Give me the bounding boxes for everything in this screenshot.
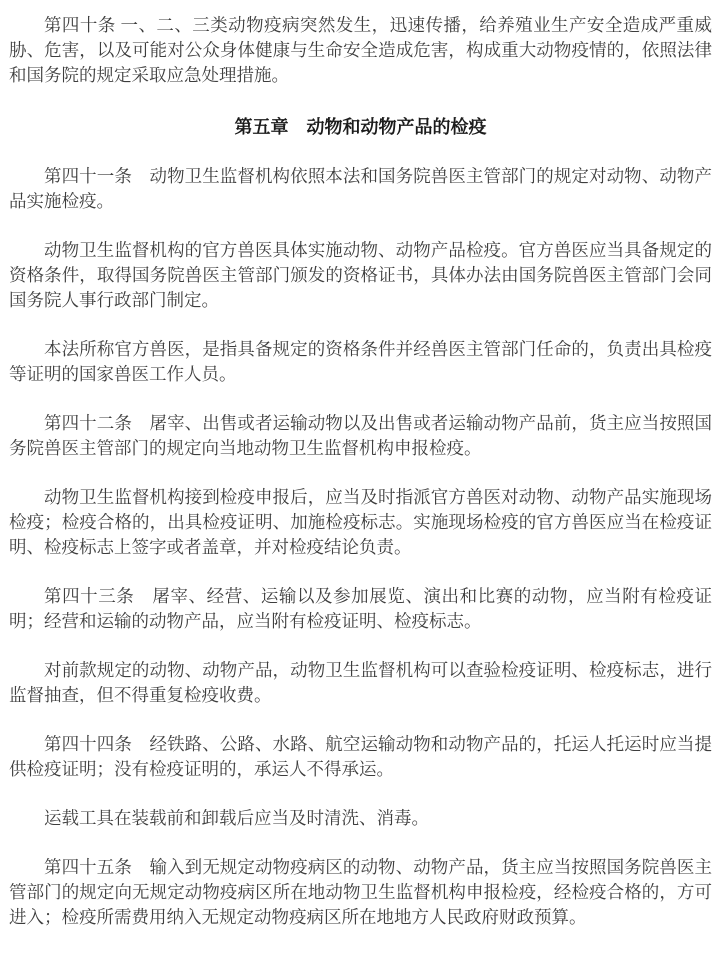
paragraph-article-42-2: 动物卫生监督机构接到检疫申报后，应当及时指派官方兽医对动物、动物产品实施现场检疫；检疫合格的，出具检疫证明、加施检疫标志。实施现场检疫的官方兽医应当在检疫证明、检疫标志上签字或者盖章，并对检疫结论负责。 bbox=[9, 487, 712, 557]
paragraph-article-42: 第四十二条 屠宰、出售或者运输动物以及出售或者运输动物产品前，货主应当按照国务院兽医主管部门的规定向当地动物卫生监督机构申报检疫。 bbox=[9, 413, 712, 458]
paragraph-article-43-2: 对前款规定的动物、动物产品，动物卫生监督机构可以查验检疫证明、检疫标志，进行监督抽查，但不得重复检疫收费。 bbox=[9, 660, 712, 705]
paragraph-article-41: 第四十一条 动物卫生监督机构依照本法和国务院兽医主管部门的规定对动物、动物产品实施检疫。 bbox=[9, 166, 712, 211]
paragraph-article-44: 第四十四条 经铁路、公路、水路、航空运输动物和动物产品的，托运人托运时应当提供检疫证明；没有检疫证明的，承运人不得承运。 bbox=[9, 734, 712, 779]
paragraph-article-45: 第四十五条 输入到无规定动物疫病区的动物、动物产品，货主应当按照国务院兽医主管部门的规定向无规定动物疫病区所在地动物卫生监督机构申报检疫，经检疫合格的，方可进入；检疫所需费用纳入无规定动物疫病区所在地地方人民政府财政预算。 bbox=[9, 857, 712, 927]
paragraph-article-41-2: 动物卫生监督机构的官方兽医具体实施动物、动物产品检疫。官方兽医应当具备规定的资格条件，取得国务院兽医主管部门颁发的资格证书，具体办法由国务院兽医主管部门会同国务院人事行政部门制定。 bbox=[9, 240, 712, 310]
paragraph-article-40: 第四十条 一、二、三类动物疫病突然发生，迅速传播，给养殖业生产安全造成严重威胁、危害，以及可能对公众身体健康与生命安全造成危害，构成重大动物疫情的，依照法律和国务院的规定采取应急处理措施。 bbox=[9, 15, 712, 85]
law-document-body bbox=[0, 13, 721, 938]
paragraph-article-43: 第四十三条 屠宰、经营、运输以及参加展览、演出和比赛的动物，应当附有检疫证明；经营和运输的动物产品，应当附有检疫证明、检疫标志。 bbox=[9, 586, 712, 631]
paragraph-article-41-3: 本法所称官方兽医，是指具备规定的资格条件并经兽医主管部门任命的，负责出具检疫等证明的国家兽医工作人员。 bbox=[9, 339, 712, 384]
chapter-5-heading: 第五章 动物和动物产品的检疫 bbox=[234, 117, 487, 137]
paragraph-article-44-2: 运载工具在装载前和卸载后应当及时清洗、消毒。 bbox=[44, 808, 429, 828]
